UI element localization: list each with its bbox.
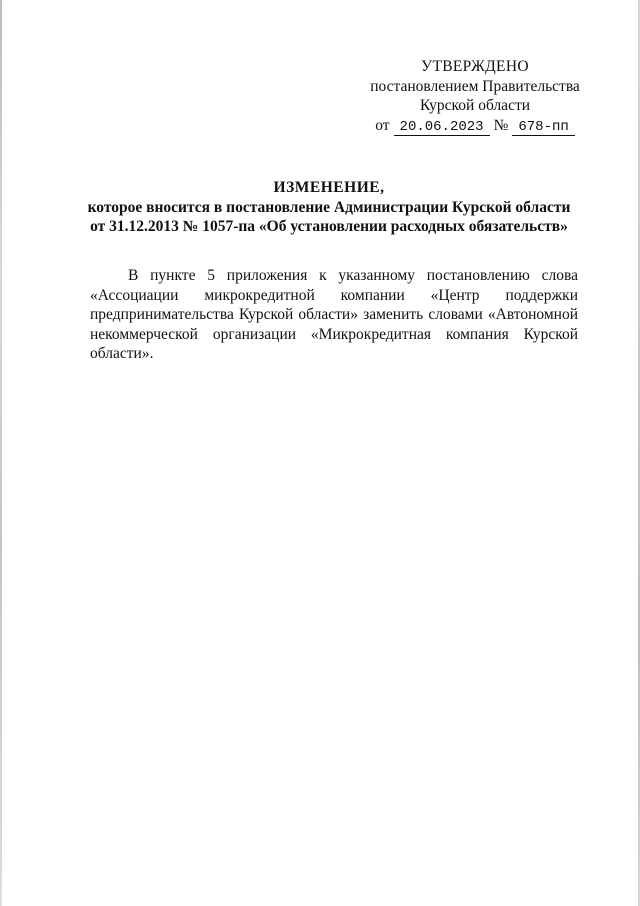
date-prefix: от: [375, 116, 390, 134]
approval-line-1: постановлением Правительства: [370, 77, 580, 95]
document-subtitle-line-2: от 31.12.2013 № 1057-па «Об установлении расходных обязательств»: [90, 218, 568, 235]
body-paragraph: В пункте 5 приложения к указанному постановлению слова «Ассоциации микрокредитной компании «Центр поддержки предпринимательства Курской области» заменить словами «Автономной некоммерческой организации «Микрокредитная компания Курской области».: [90, 267, 578, 362]
document-title: ИЗМЕНЕНИЕ,: [273, 179, 385, 196]
document-subtitle-line-1: которое вносится в постановление Администрации Курской области: [87, 198, 571, 216]
scan-edge-left: [0, 0, 2, 906]
number-prefix: №: [493, 116, 509, 134]
document-body: [90, 266, 578, 364]
number-value: 678-пп: [512, 119, 574, 136]
document-heading: [80, 178, 578, 237]
approval-title: УТВЕРЖДЕНО: [421, 58, 529, 75]
approval-date-line: [360, 116, 590, 136]
approval-line-2: Курской области: [419, 97, 531, 114]
approval-stamp: [360, 57, 590, 136]
date-value: 20.06.2023: [394, 119, 490, 136]
